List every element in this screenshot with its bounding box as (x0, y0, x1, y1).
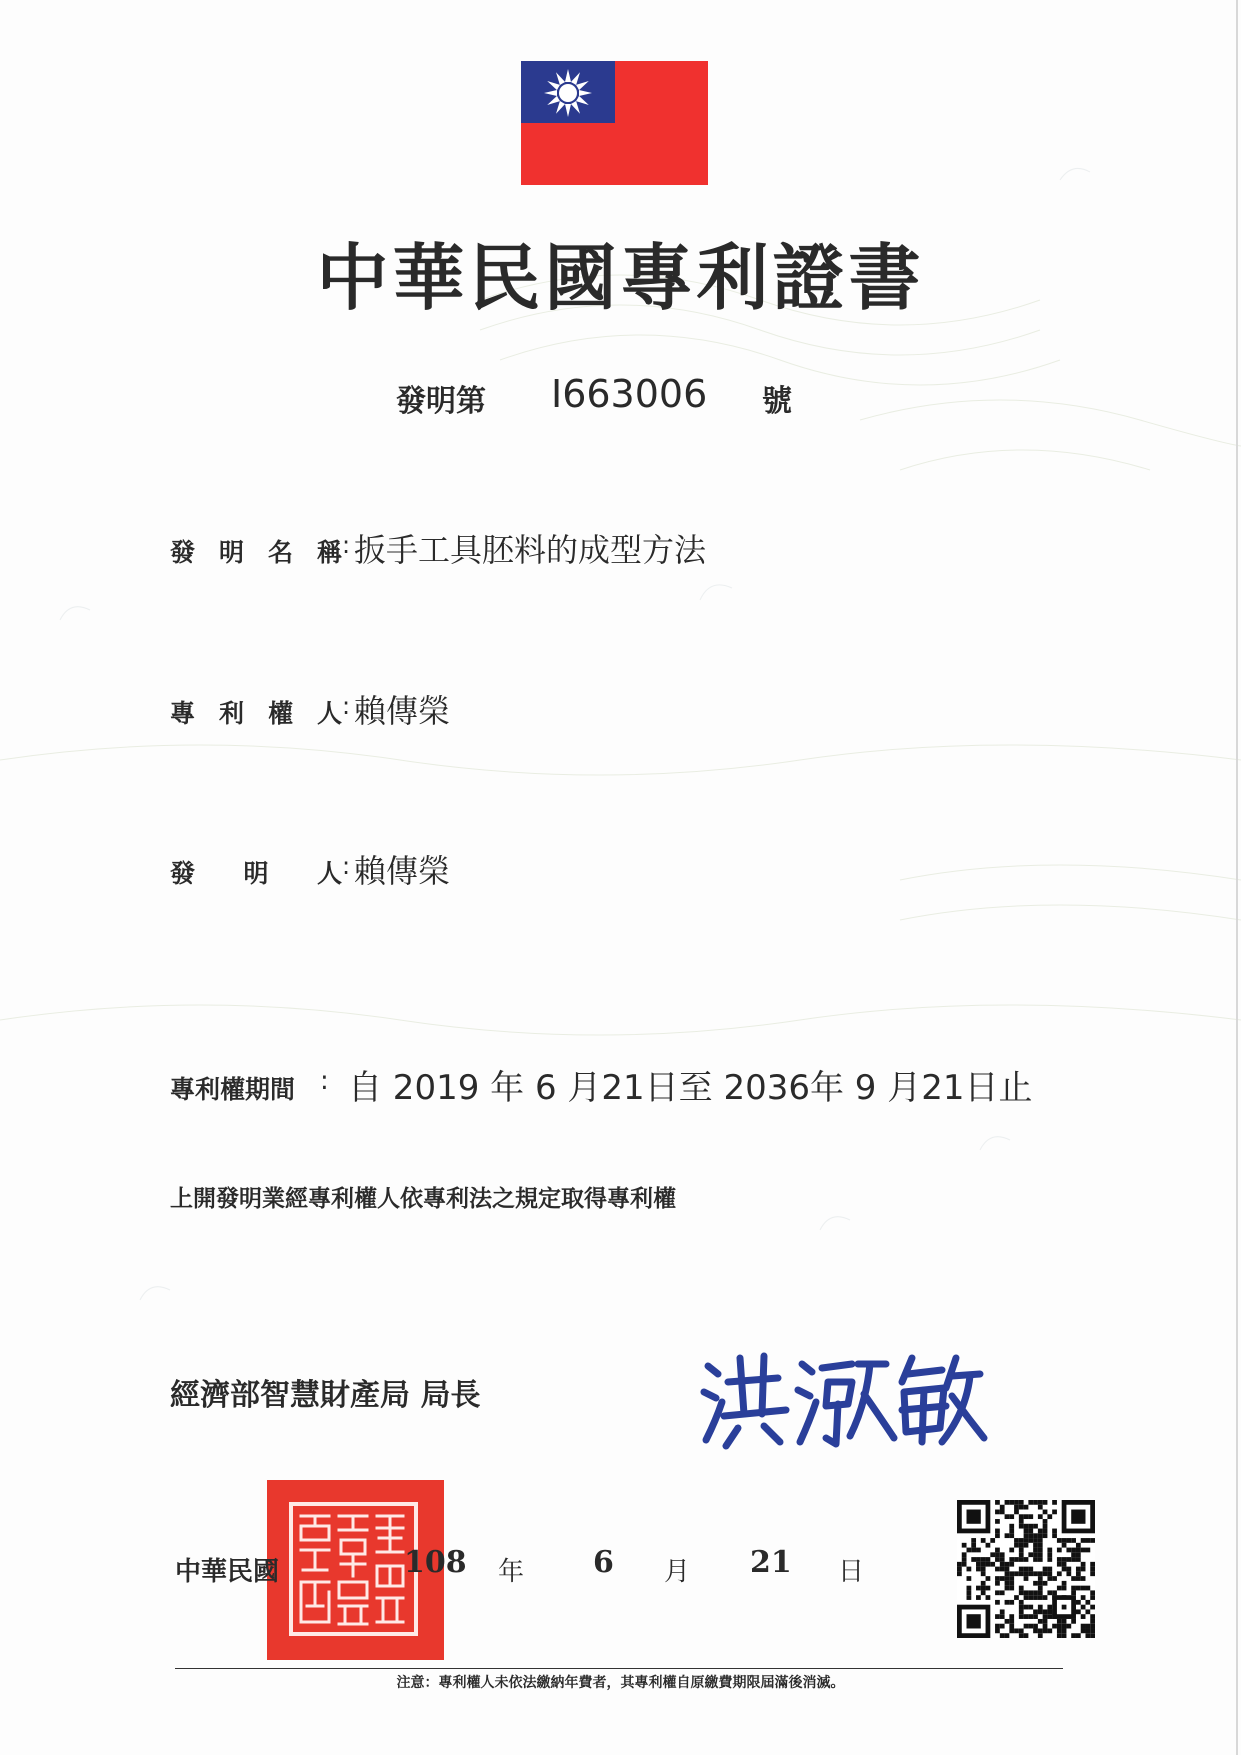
field-label: 發 明 人 (170, 859, 342, 888)
field-label: 專 利 權 人 (170, 699, 342, 728)
patent-number: I663006 (551, 372, 708, 416)
patent-term-label: 專利權期間 (170, 1075, 296, 1104)
footer-rule (175, 1668, 1063, 1669)
official-title: 經濟部智慧財產局 局長 (170, 1378, 481, 1413)
director-signature (698, 1344, 988, 1454)
date-month: 6 (593, 1545, 614, 1580)
grant-statement: 上開發明業經專利權人依專利法之規定取得專利權 (170, 1186, 676, 1212)
national-flag (521, 61, 708, 185)
date-year-label: 年 (498, 1557, 525, 1587)
certificate-title: 中華民國專利證書 (316, 235, 925, 320)
field-label: 發 明 名 稱 (170, 538, 342, 567)
date-year: 108 (404, 1545, 467, 1580)
certificate-page: 中華民國專利證書 發明第 I663006 號 發 明 名 稱 : 扳手工具胚料的成型方法 專 利 權 人 : 賴傳榮 發 明 人 : 賴傳榮 專利權期間 : 自 2019 年 6 月21日至 2036年 9 月21日止 上開發明業經專利權人依專利法之規定取得專利權 經濟部智慧財產局 局長 中華民國 108 年 6 月 21 日 注意：專利權人未依法繳納年費者，其專利權自原繳費期限屆滿後消滅。 (0, 0, 1241, 1755)
date-day-label: 日 (838, 1557, 865, 1587)
inventor-value: 賴傳榮 (354, 852, 451, 890)
date-era: 中華民國 (175, 1557, 280, 1587)
footnote: 注意：專利權人未依法繳納年費者，其專利權自原繳費期限屆滿後消滅。 (396, 1675, 845, 1691)
patent-number-prefix: 發明第 (396, 384, 486, 419)
patentee-value: 賴傳榮 (354, 692, 451, 730)
patent-term-value: 自 2019 年 6 月21日至 2036年 9 月21日止 (348, 1068, 1033, 1108)
date-day: 21 (750, 1545, 792, 1580)
white-sun-icon (543, 68, 593, 118)
date-month-label: 月 (664, 1557, 691, 1587)
scan-edge (1236, 0, 1238, 1755)
patent-number-suffix: 號 (762, 384, 792, 419)
patent-number-line (0, 372, 1241, 426)
qr-code (957, 1500, 1095, 1638)
invention-title-value: 扳手工具胚料的成型方法 (354, 531, 707, 569)
